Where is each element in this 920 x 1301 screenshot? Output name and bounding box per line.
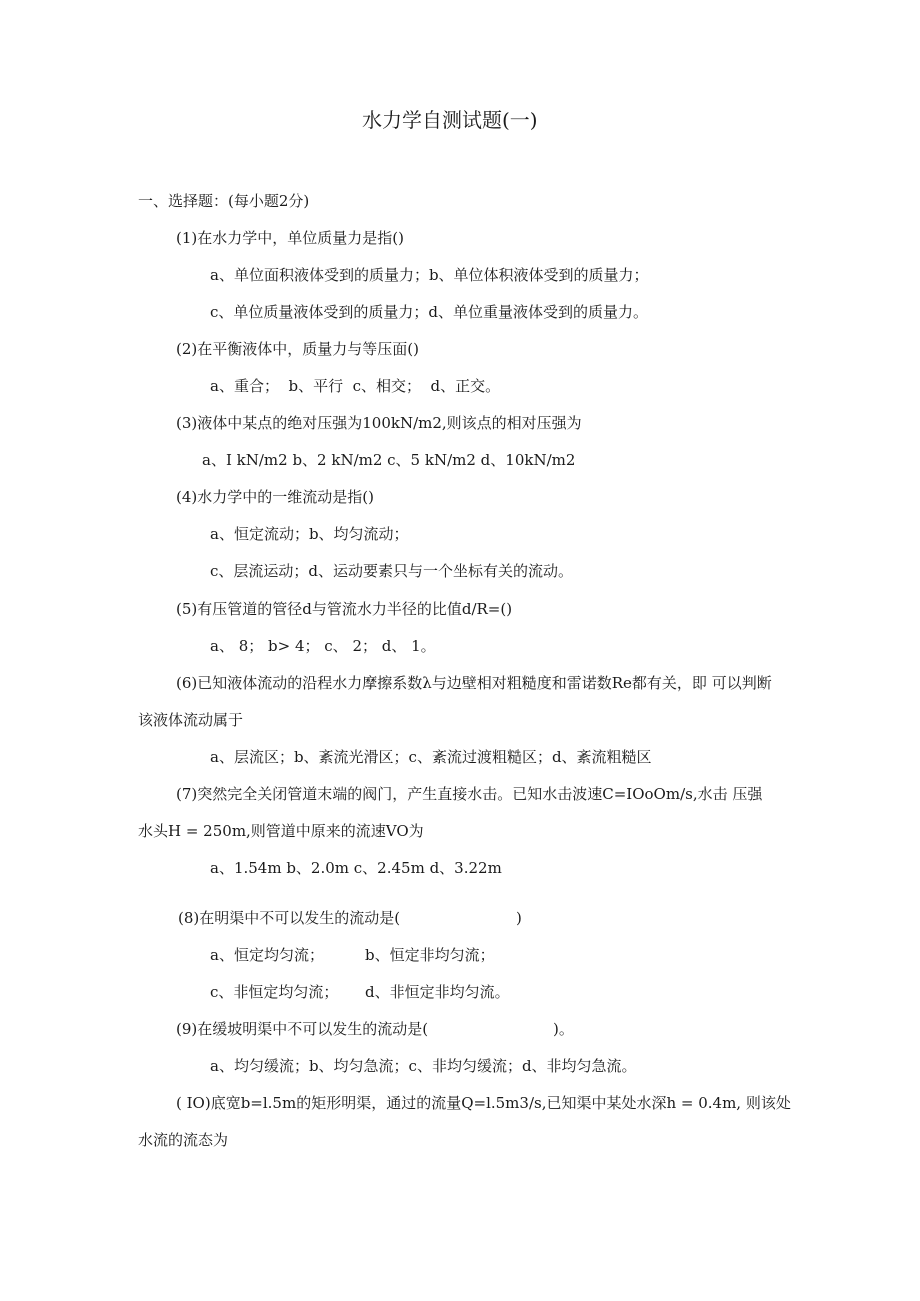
question-8-stem-close: ) [516, 909, 522, 927]
question-1-options-ab: a、单位面积液体受到的质量力；b、单位体积液体受到的质量力； [210, 266, 649, 284]
question-9-stem-close: )。 [553, 1020, 574, 1038]
question-7-stem-line-1: (7)突然完全关闭管道末端的阀门，产生直接水击。已知水击波速C=IOoOm∕s,水击 压强 [176, 785, 763, 803]
section-heading: 一、选择题：(每小题2分) [138, 192, 310, 210]
question-2-stem: (2)在平衡液体中，质量力与等压面() [176, 340, 419, 358]
question-9-stem: (9)在缓坡明渠中不可以发生的流动是( [176, 1020, 429, 1038]
question-5-options: a、 8； b> 4； c、 2； d、 1。 [210, 637, 436, 655]
question-8-option-b: b、恒定非均匀流； [365, 946, 495, 964]
question-4-options-ab: a、恒定流动；b、均匀流动； [210, 525, 409, 543]
question-8-option-d: d、非恒定非均匀流。 [365, 983, 510, 1001]
question-1-stem: (1)在水力学中，单位质量力是指() [176, 229, 404, 247]
question-1-options-cd: c、单位质量液体受到的质量力；d、单位重量液体受到的质量力。 [210, 303, 649, 321]
question-8-stem: (8)在明渠中不可以发生的流动是( [178, 909, 401, 927]
question-10-stem-line-2: 水流的流态为 [138, 1131, 229, 1149]
question-8-option-c: c、非恒定均匀流； [210, 983, 339, 1001]
question-6-stem-line-1: (6)已知液体流动的沿程水力摩擦系数λ与边壁相对粗糙度和雷诺数Re都有关，即 可以判断 [176, 674, 772, 692]
page-title: 水力学自测试题(一) [362, 108, 538, 132]
question-4-options-cd: c、层流运动；d、运动要素只与一个坐标有关的流动。 [210, 562, 574, 580]
question-5-stem: (5)有压管道的管径d与管流水力半径的比值d/R=() [176, 600, 513, 618]
question-8-option-a: a、恒定均匀流； [210, 946, 324, 964]
question-6-options: a、层流区；b、紊流光滑区；c、紊流过渡粗糙区；d、紊流粗糙区 [210, 748, 652, 766]
question-3-stem: (3)液体中某点的绝对压强为100kN∕m2,则该点的相对压强为 [176, 414, 582, 432]
question-7-stem-line-2: 水头H = 250m,则管道中原来的流速VO为 [138, 822, 424, 840]
question-3-options: a、I kN∕m2 b、2 kN∕m2 c、5 kN∕m2 d、10kN∕m2 [202, 451, 576, 469]
question-4-stem: (4)水力学中的一维流动是指() [176, 488, 374, 506]
question-9-options: a、均匀缓流；b、均匀急流；c、非均匀缓流；d、非均匀急流。 [210, 1057, 637, 1075]
question-2-options: a、重合； b、平行 c、相交； d、正交。 [210, 377, 501, 395]
question-10-stem-line-1: ( IO)底宽b=l.5m的矩形明渠，通过的流量Q=l.5m3∕s,已知渠中某处水深h = 0.4m, 则该处 [176, 1094, 791, 1112]
question-7-options: a、1.54m b、2.0m c、2.45m d、3.22m [210, 859, 502, 877]
question-6-stem-line-2: 该液体流动属于 [138, 711, 244, 729]
